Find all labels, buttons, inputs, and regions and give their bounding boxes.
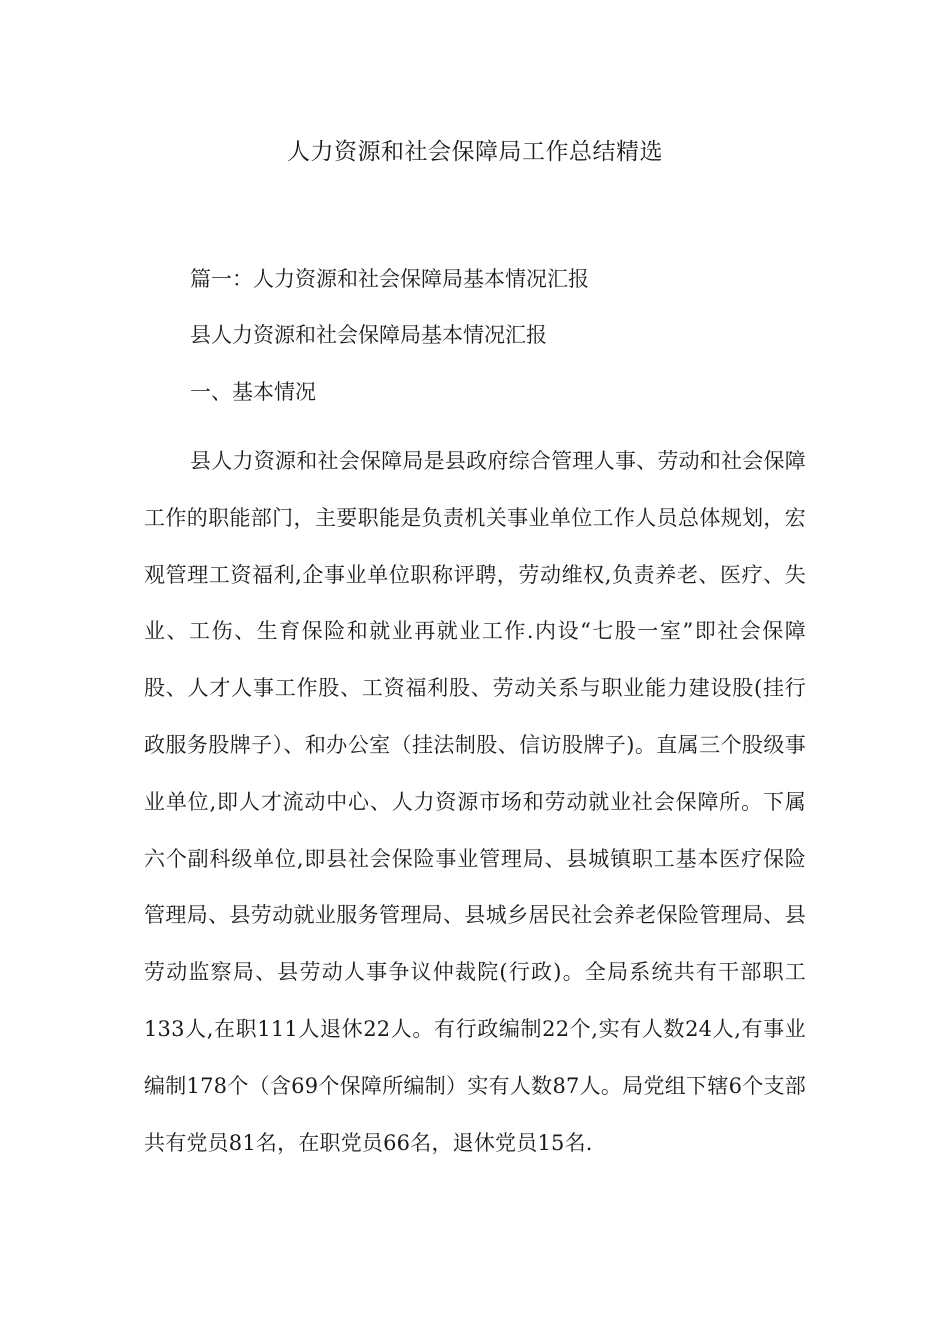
report-title: 县人力资源和社会保障局基本情况汇报: [190, 323, 547, 347]
document-title: 人力资源和社会保障局工作总结精选: [287, 139, 663, 165]
body-paragraph: 县人力资源和社会保障局是县政府综合管理人事、劳动和社会保障工作的职能部门，主要职能是负责机关事业单位工作人员总体规划，宏观管理工资福利,企事业单位职称评聘，劳动维权,负责养老、医疗、失业、工伤、生育保险和就业再就业工作.内设“七股一室”即社会保障股、人才人事工作股、工资福利股、劳动关系与职业能力建设股(挂行政服务股牌子）、和办公室（挂法制股、信访股牌子)。直属三个股级事业单位,即人才流动中心、人力资源市场和劳动就业社会保障所。下属六个副科级单位,即县社会保险事业管理局、县城镇职工基本医疗保险管理局、县劳动就业服务管理局、县城乡居民社会养老保险管理局、县劳动监察局、县劳动人事争议仲裁院(行政)。全局系统共有干部职工133人,在职111人退休22人。有行政编制22个,实有人数24人,有事业编制178个（含69个保障所编制）实有人数87人。局党组下辖6个支部共有党员81名，在职党员66名，退休党员15名.: [144, 449, 806, 1155]
part-heading: 篇一：人力资源和社会保障局基本情况汇报: [190, 267, 589, 291]
section-heading: 一、基本情况: [190, 380, 316, 404]
